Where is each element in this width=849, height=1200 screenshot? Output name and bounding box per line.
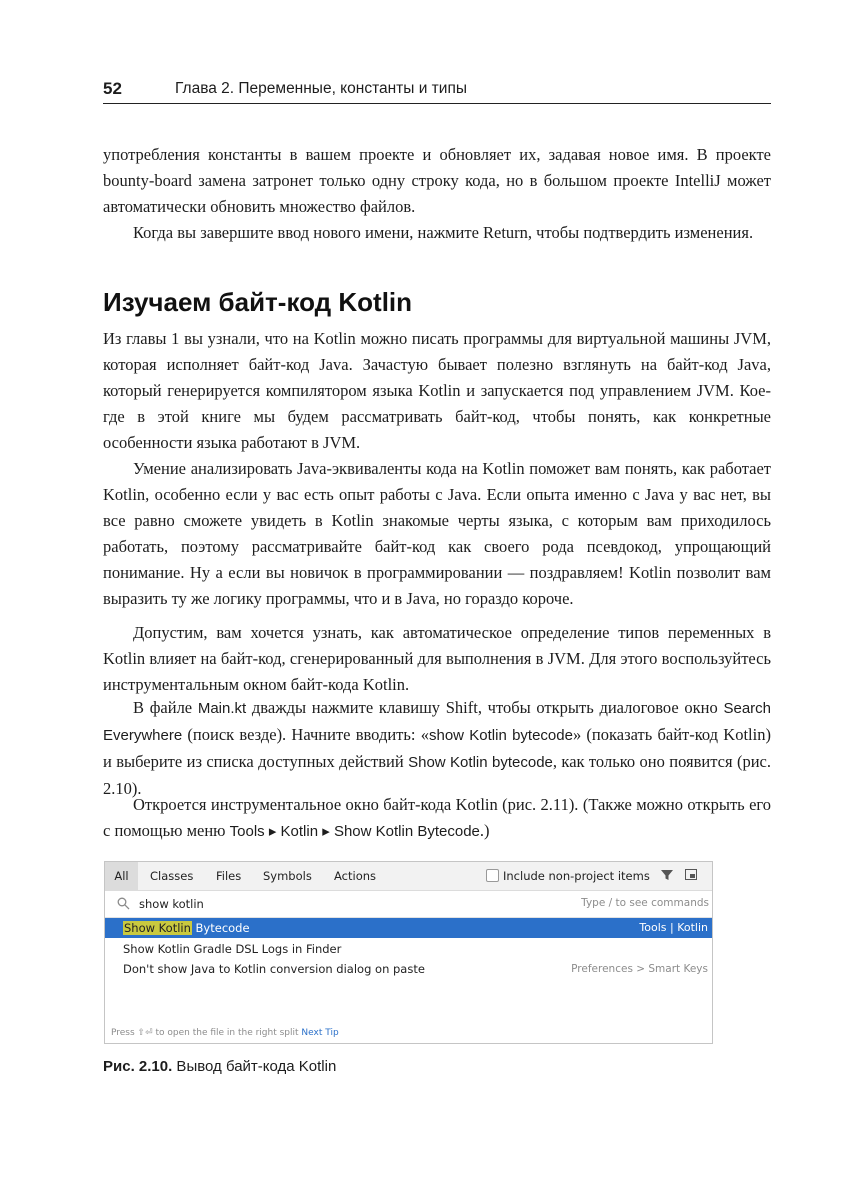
search-hint: Type / to see commands (581, 897, 709, 909)
result-label: Don't show Java to Kotlin conversion dialog on paste (123, 962, 425, 976)
next-tip-link[interactable]: Next Tip (301, 1028, 339, 1038)
search-input[interactable] (139, 894, 439, 914)
include-non-project-label[interactable]: Include non-project items (503, 869, 650, 883)
tab-bar (105, 862, 712, 891)
result-location: Preferences > Smart Keys (571, 963, 708, 975)
search-query: show Kotlin bytecode (428, 727, 573, 744)
result-location: Tools | Kotlin (639, 921, 708, 934)
match-highlight: Show Kotlin (124, 921, 191, 935)
menu-tools: Tools (229, 823, 265, 840)
search-icon (117, 897, 130, 910)
figure-caption-text: Вывод байт-кода Kotlin (172, 1058, 337, 1075)
dialog-footer (111, 1028, 339, 1038)
paragraph-4: Умение анализировать Java-эквиваленты кода на Kotlin поможет вам понять, как работает Kotlin, особенно если у вас есть опыт работы с Java. Если опыта именно с Java у вас нет, вы все равно сможете увидеть в Kotlin знакомые черты языка, с которым вам приходилось работать, поэтому рассматривайте байт-код как своего рода псевдокод, упрощающий понимание. Ну а если вы новичок в программировании — поздравляем! Kotlin позволит вам выразить ту же логику программы, что и в Java, но гораздо короче. (103, 459, 771, 608)
tab-files[interactable]: Files (216, 869, 242, 883)
result-item-conversion-dialog[interactable] (105, 959, 712, 979)
menu-arrow-icon: ▸ (318, 823, 334, 840)
paragraph-5: Допустим, вам хочется узнать, как автоматическое определение типов переменных в Kotlin влияет на байт-код, сгенерированный для выполнения в JVM. Для этого воспользуйтесь инструментальным окном байт-кода Kotlin. (103, 623, 771, 694)
dialog-name: Search Everywhere (103, 700, 771, 744)
tab-symbols[interactable]: Symbols (263, 869, 312, 883)
result-item-gradle-dsl-logs[interactable] (105, 939, 712, 959)
paragraph-7: Откроется инструментальное окно байт-кода Kotlin (рис. 2.11). (Также можно открыть его с помощью меню Tools ▸ Kotlin ▸ Show Kotlin Bytecode.) (103, 795, 771, 840)
menu-arrow-icon: ▸ (264, 823, 281, 840)
page-number: 52 (103, 79, 122, 98)
figure-caption (103, 1058, 336, 1075)
paragraph-3: Из главы 1 вы узнали, что на Kotlin можно писать программы для виртуальной машины JVM, которая исполняет байт-код Java. Зачастую бывает полезно взглянуть на байт-код Java, который генерируется компилятором языка Kotlin и запускается под управлением JVM. Кое-где в этой книге мы будем рассматривать байт-код, чтобы понять, как конкретные особенности языка работают в JVM. (103, 329, 771, 452)
include-non-project-checkbox[interactable] (486, 869, 499, 882)
paragraph-1: употребления константы в вашем проекте и обновляет их, задавая новое имя. В проекте bounty-board замена затронет только одну строку кода, но в большом проекте IntelliJ может автоматически обновить множество файлов. (103, 145, 771, 216)
tab-all[interactable]: All (105, 862, 138, 890)
section-heading: Изучаем байт-код Kotlin (103, 287, 413, 317)
figure-label: Рис. 2.10. (103, 1058, 173, 1075)
open-in-window-icon[interactable] (685, 869, 697, 880)
chapter-title: Глава 2. Переменные, константы и типы (175, 80, 467, 97)
tab-actions[interactable]: Actions (334, 869, 377, 883)
filter-icon[interactable] (660, 868, 674, 882)
footer-hint: Press ⇧⏎ to open the file in the right split (111, 1028, 299, 1038)
paragraph-2: Когда вы завершите ввод нового имени, нажмите Return, чтобы подтвердить изменения. (133, 223, 754, 242)
running-head (103, 79, 771, 104)
action-name: Show Kotlin bytecode (408, 754, 553, 771)
menu-kotlin: Kotlin (280, 823, 319, 840)
search-everywhere-dialog (104, 861, 713, 1044)
file-name: Main.kt (197, 700, 247, 717)
result-label: Show Kotlin Gradle DSL Logs in Finder (123, 942, 342, 956)
search-row (105, 891, 712, 918)
paragraph-6: В файле Main.kt дважды нажмите клавишу Shift, чтобы открыть диалоговое окно Search Everywhere (поиск везде). Начните вводить: «show Kotlin bytecode» (показать байт-код Kotlin) и выберите из списка доступных действий Show Kotlin bytecode, как только оно появится (рис. 2.10). (103, 698, 771, 798)
tab-classes[interactable]: Classes (150, 869, 194, 883)
menu-show-bytecode: Show Kotlin Bytecode (333, 823, 480, 840)
result-item-show-kotlin-bytecode[interactable]: Show Kotlin Bytecode Tools | Kotlin (105, 918, 712, 938)
